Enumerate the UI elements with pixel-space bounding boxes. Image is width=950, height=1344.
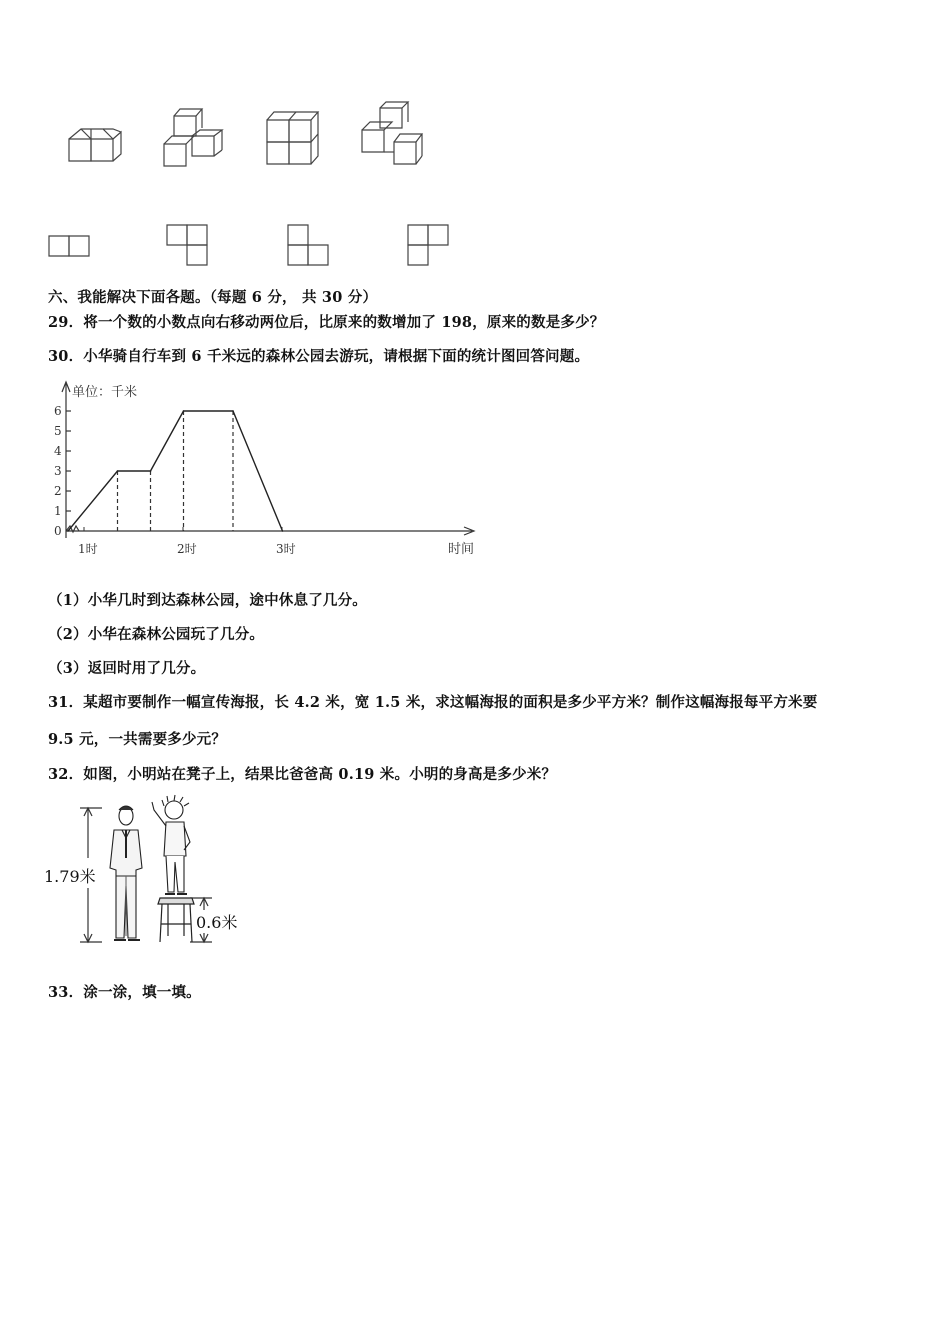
data-point-2 [117,470,119,472]
dad-figure [110,806,142,940]
y-tick-label-6: 6 [54,404,62,418]
y-axis-unit-label: 单位：千米 [72,385,138,400]
stool [158,898,194,942]
data-point-4 [183,410,185,412]
view-shape-1 [48,235,92,259]
dad-height-label: 1.79米 [44,864,96,887]
cube-figure-2 [162,106,224,168]
question-32: 32．如图，小明站在凳子上，结果比爸爸高 0.19 米。小明的身高是多少米？ [48,766,557,783]
question-31-line-2: 9.5 元，一共需要多少元？ [48,731,227,748]
question-30-part-1: （1）小华几时到达森林公园，途中休息了几分。 [48,592,367,609]
view-shape-4 [407,224,451,268]
cube-figure-1 [68,122,124,164]
cube-figure-4 [360,100,424,166]
data-point-3 [150,470,152,472]
data-point-5 [232,410,234,412]
x-axis-title: 时间 [448,542,475,557]
question-30-part-2: （2）小华在森林公园玩了几分。 [48,626,265,643]
data-point-6 [282,530,284,532]
question-33: 33．涂一涂，填一填。 [48,984,201,1001]
y-tick-label-5: 5 [54,424,62,438]
section-six-heading: 六、我能解决下面各题。（每题 6 分， 共 30 分） [48,289,378,306]
y-tick-label-2: 2 [54,484,62,498]
question-29: 29．将一个数的小数点向右移动两位后，比原来的数增加了 198，原来的数是多少？ [48,314,605,331]
boy-figure [152,795,190,894]
y-tick-label-0: 0 [54,524,62,538]
data-point-1 [67,530,69,532]
height-figure [44,796,254,948]
question-31-line-1: 31．某超市要制作一幅宣传海报，长 4.2 米，宽 1.5 米，求这幅海报的面积是多少平方米？制作这幅海报每平方米要 [48,694,818,711]
distance-time-chart [46,378,486,564]
cube-figure-3 [266,110,320,166]
y-tick-label-3: 3 [54,464,62,478]
x-tick-label-2: 2时 [177,542,197,556]
distance-line [68,411,283,531]
question-30-part-3: （3）返回时用了几分。 [48,660,206,677]
y-tick-label-4: 4 [54,444,62,458]
y-tick-label-1: 1 [54,504,62,518]
question-30: 30．小华骑自行车到 6 千米远的森林公园去游玩，请根据下面的统计图回答问题。 [48,348,590,365]
view-shape-3 [287,224,331,268]
x-tick-label-3: 3时 [276,542,296,556]
view-shape-2 [166,224,210,268]
stool-height-label: 0.6米 [196,910,237,933]
x-tick-label-1: 1时 [78,542,98,556]
